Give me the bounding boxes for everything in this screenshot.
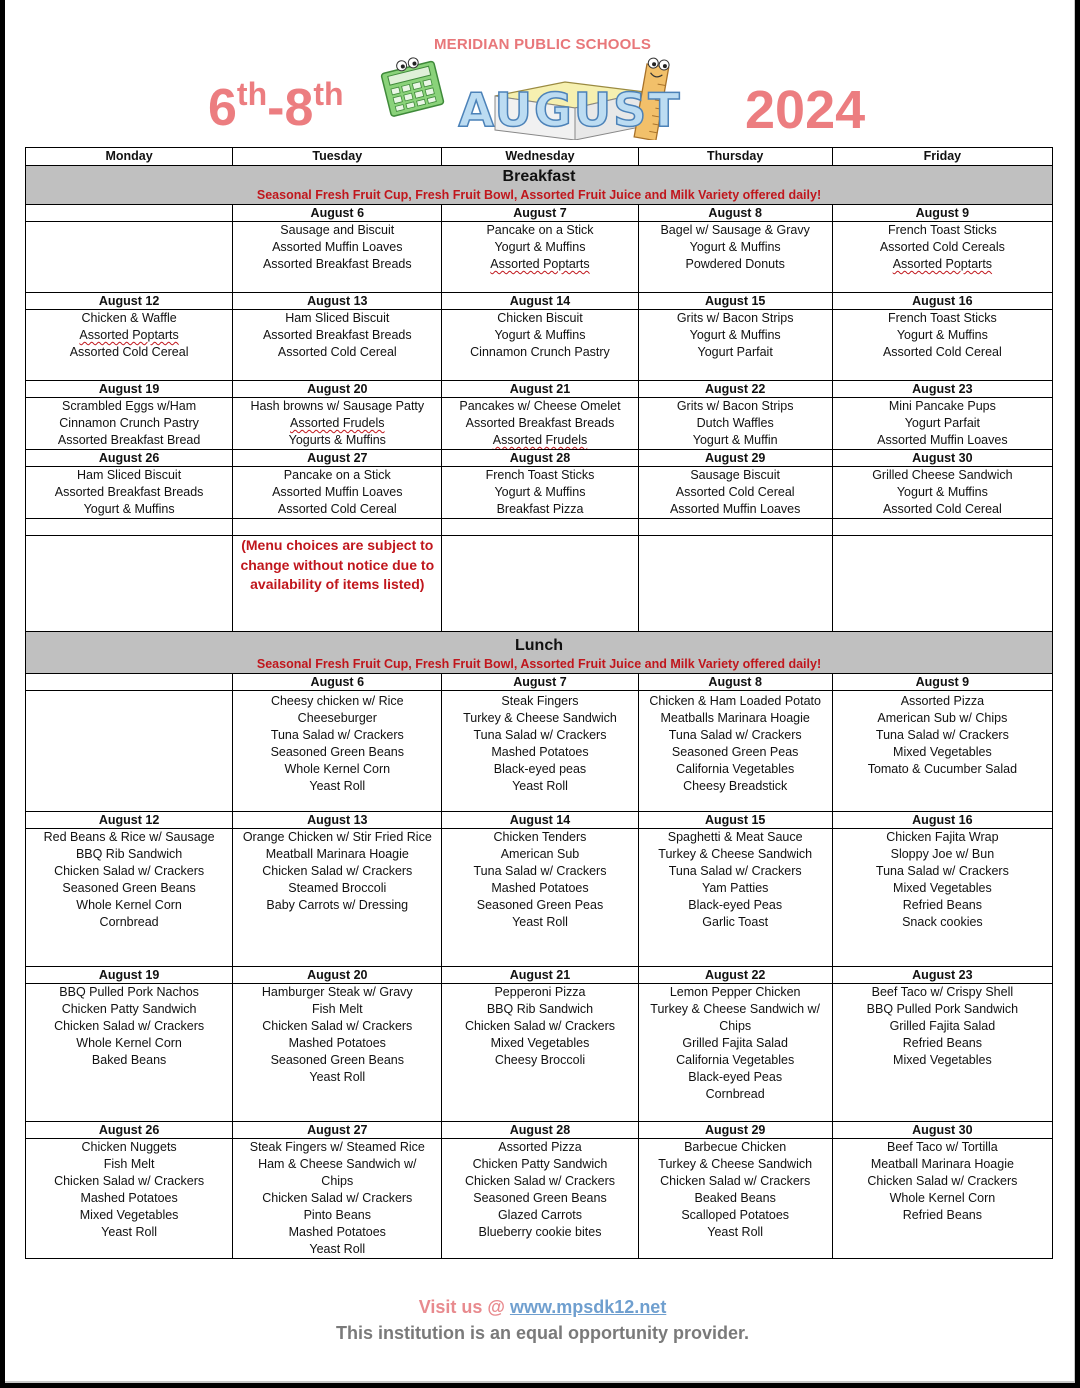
- date-cell: August 9: [832, 205, 1052, 222]
- menu-item: Breakfast Pizza: [496, 502, 584, 516]
- menu-item: American Sub: [500, 847, 580, 861]
- date-cell: August 28: [442, 1122, 638, 1139]
- lunch-week-1-dates: [26, 674, 1053, 691]
- equal-opportunity-statement: This institution is an equal opportunity provider.: [335, 1323, 749, 1343]
- menu-item: Assorted Cold Cereal: [277, 345, 397, 359]
- date-cell: August 28: [442, 450, 638, 467]
- date-cell: August 20: [233, 967, 442, 984]
- menu-cell: [442, 829, 638, 967]
- menu-cell: [26, 222, 233, 293]
- menu-item: Baked Beans: [91, 1053, 167, 1067]
- menu-item: Yogurt & Muffins: [896, 328, 988, 342]
- menu-item: Assorted Poptarts: [79, 328, 179, 342]
- date-cell: [26, 205, 233, 222]
- menu-item: Sausage and Biscuit: [280, 223, 395, 237]
- menu-item: Yeast Roll: [101, 1225, 157, 1239]
- menu-cell: [638, 222, 832, 293]
- menu-item: Chicken Patty Sandwich: [472, 1157, 608, 1171]
- menu-item: Chicken Salad w/ Crackers: [262, 1019, 413, 1033]
- menu-item: French Toast Sticks: [887, 311, 997, 325]
- menu-item: Grilled Cheese Sandwich: [872, 468, 1013, 482]
- menu-item: Yogurt & Muffins: [689, 328, 781, 342]
- menu-item: Chicken Tenders: [493, 830, 587, 844]
- menu-item: Mixed Vegetables: [893, 745, 992, 759]
- menu-item: Assorted Poptarts: [892, 257, 993, 271]
- menu-item: Mixed Vegetables: [893, 881, 992, 895]
- date-cell: August 15: [638, 293, 832, 310]
- date-cell: August 14: [442, 812, 638, 829]
- menu-cell: [442, 691, 638, 812]
- year-title: 2024: [745, 80, 866, 140]
- menu-item: Beef Taco w/ Crispy Shell: [871, 985, 1014, 999]
- menu-item: BBQ Rib Sandwich: [75, 847, 183, 861]
- weekday-monday: Monday: [26, 148, 233, 166]
- menu-item: Snack cookies: [902, 915, 983, 929]
- weekday-friday: Friday: [832, 148, 1052, 166]
- menu-item: Glazed Carrots: [497, 1208, 583, 1222]
- menu-item: Spaghetti & Meat Sauce: [667, 830, 803, 844]
- menu-item: Turkey & Cheese Sandwich: [658, 1157, 813, 1171]
- menu-item: Chicken Salad w/ Crackers: [660, 1174, 811, 1188]
- website-link[interactable]: www.mpsdk12.net: [509, 1297, 667, 1317]
- menu-item: Cinnamon Crunch Pastry: [470, 345, 610, 359]
- menu-item: Ham & Cheese Sandwich w/: [258, 1157, 417, 1171]
- menu-cell: [442, 1139, 638, 1259]
- menu-item: Yogurts & Muffins: [288, 433, 386, 447]
- menu-item: Mashed Potatoes: [288, 1036, 386, 1050]
- menu-item: Assorted Breakfast Bread: [57, 433, 201, 447]
- menu-item: Scrambled Eggs w/Ham: [62, 399, 197, 413]
- lunch-week-4-items: [26, 1139, 1053, 1259]
- menu-item: Yogurt & Muffins: [494, 328, 586, 342]
- menu-item: Assorted Muffin Loaves: [272, 485, 403, 499]
- menu-item: Mashed Potatoes: [491, 881, 589, 895]
- menu-cell: [233, 1139, 442, 1259]
- date-cell: August 21: [442, 381, 638, 398]
- menu-item: Mini Pancake Pups: [888, 399, 996, 413]
- menu-item: Yogurt & Muffins: [494, 240, 586, 254]
- menu-item: Pepperoni Pizza: [494, 985, 586, 999]
- menu-item: Blueberry cookie bites: [478, 1225, 602, 1239]
- date-cell: August 30: [832, 450, 1052, 467]
- menu-item: Hamburger Steak w/ Gravy: [261, 985, 413, 999]
- date-cell: August 6: [233, 205, 442, 222]
- date-cell: August 23: [832, 381, 1052, 398]
- menu-cell: [233, 984, 442, 1122]
- date-cell: August 16: [832, 812, 1052, 829]
- menu-item: Assorted Muffin Loaves: [669, 502, 801, 516]
- grade-start: 6: [208, 79, 237, 137]
- menu-cell: [638, 1139, 832, 1259]
- breakfast-daily-note: Seasonal Fresh Fruit Cup, Fresh Fruit Bowl, Assorted Fruit Juice and Milk Variety offered daily!: [256, 188, 822, 202]
- menu-item: Tuna Salad w/ Crackers: [668, 728, 802, 742]
- menu-item: Seasoned Green Beans: [473, 1191, 607, 1205]
- menu-cell: [442, 984, 638, 1122]
- menu-item: Chicken Salad w/ Crackers: [262, 1191, 413, 1205]
- menu-item: Whole Kernel Corn: [889, 1191, 996, 1205]
- date-cell: August 12: [26, 812, 233, 829]
- menu-item: Mashed Potatoes: [288, 1225, 386, 1239]
- menu-cell: [832, 310, 1052, 381]
- menu-cell: [638, 467, 832, 519]
- menu-cell: [832, 467, 1052, 519]
- menu-item: Chips: [321, 1174, 354, 1188]
- menu-change-notice: (Menu choices are subject to change without notice due to availability of items listed): [233, 536, 442, 632]
- menu-item: Hash browns w/ Sausage Patty: [250, 399, 425, 413]
- menu-item: Yogurt & Muffins: [83, 502, 175, 516]
- breakfast-week-4-items: [26, 467, 1053, 519]
- menu-item: Dutch Waffles: [696, 416, 774, 430]
- menu-item: Fish Melt: [311, 1002, 363, 1016]
- menu-item: Assorted Cold Cereal: [882, 345, 1002, 359]
- menu-cell: [638, 398, 832, 450]
- menu-cell: [832, 829, 1052, 967]
- menu-item: Assorted Breakfast Breads: [465, 416, 615, 430]
- breakfast-week-3-items: [26, 398, 1053, 450]
- menu-item: Assorted Breakfast Breads: [54, 485, 204, 499]
- breakfast-title: Breakfast: [502, 168, 576, 185]
- menu-item: Baby Carrots w/ Dressing: [266, 898, 409, 912]
- menu-table: [25, 147, 1053, 1259]
- date-cell: August 6: [233, 674, 442, 691]
- menu-item: Cheesy Broccoli: [494, 1053, 586, 1067]
- menu-cell: [442, 310, 638, 381]
- menu-cell: [442, 222, 638, 293]
- menu-item: American Sub w/ Chips: [877, 711, 1008, 725]
- menu-item: Fish Melt: [103, 1157, 155, 1171]
- menu-item: Chips: [719, 1019, 752, 1033]
- menu-item: Assorted Cold Cereal: [882, 502, 1002, 516]
- menu-item: Mashed Potatoes: [80, 1191, 178, 1205]
- date-cell: August 8: [638, 674, 832, 691]
- date-cell: August 16: [832, 293, 1052, 310]
- spacer-row: [26, 519, 1053, 536]
- menu-item: Meatball Marinara Hoagie: [265, 847, 409, 861]
- date-cell: August 22: [638, 381, 832, 398]
- visit-prefix: Visit us @: [418, 1297, 510, 1317]
- menu-item: Yeast Roll: [512, 779, 568, 793]
- menu-item: Scalloped Potatoes: [681, 1208, 790, 1222]
- menu-item: Chicken Fajita Wrap: [886, 830, 999, 844]
- menu-cell: [832, 1139, 1052, 1259]
- menu-item: Tuna Salad w/ Crackers: [875, 728, 1009, 742]
- menu-item: Turkey & Cheese Sandwich w/: [650, 1002, 821, 1016]
- breakfast-week-3-dates: [26, 381, 1053, 398]
- menu-cell: [638, 691, 832, 812]
- menu-item: Yeast Roll: [309, 1242, 366, 1256]
- breakfast-section-header: [26, 166, 1053, 205]
- menu-item: BBQ Pulled Pork Nachos: [59, 985, 199, 999]
- menu-item: Tuna Salad w/ Crackers: [473, 728, 607, 742]
- menu-item: Yeast Roll: [309, 779, 366, 793]
- month-title: AUGUST: [458, 83, 682, 137]
- menu-item: Cinnamon Crunch Pastry: [59, 416, 199, 430]
- menu-cell: [832, 398, 1052, 450]
- menu-item: Whole Kernel Corn: [76, 898, 182, 912]
- menu-item: Barbecue Chicken: [684, 1140, 787, 1154]
- menu-cell: [26, 984, 233, 1122]
- menu-item: Assorted Cold Cereal: [277, 502, 397, 516]
- menu-item: Assorted Pizza: [498, 1140, 582, 1154]
- menu-item: Yogurt & Muffins: [896, 485, 988, 499]
- date-cell: August 22: [638, 967, 832, 984]
- menu-item: Cheesy chicken w/ Rice: [270, 694, 404, 708]
- lunch-daily-note: Seasonal Fresh Fruit Cup, Fresh Fruit Bowl, Assorted Fruit Juice and Milk Variety offered daily!: [256, 657, 822, 671]
- menu-cell: [442, 467, 638, 519]
- menu-item: Assorted Cold Cereals: [879, 240, 1005, 254]
- menu-item: Meatballs Marinara Hoagie: [660, 711, 810, 725]
- date-cell: [26, 674, 233, 691]
- menu-cell: [442, 398, 638, 450]
- menu-item: Chicken Salad w/ Crackers: [464, 1174, 616, 1188]
- date-cell: August 19: [26, 381, 233, 398]
- lunch-week-2-items: [26, 829, 1053, 967]
- menu-item: Garlic Toast: [702, 915, 769, 929]
- menu-item: Tuna Salad w/ Crackers: [875, 864, 1009, 878]
- menu-item: Seasoned Green Beans: [270, 745, 404, 759]
- date-cell: August 26: [26, 1122, 233, 1139]
- date-cell: August 29: [638, 1122, 832, 1139]
- menu-item: Chicken Salad w/ Crackers: [262, 864, 413, 878]
- menu-cell: [233, 310, 442, 381]
- menu-cell: [832, 222, 1052, 293]
- menu-item: Ham Sliced Biscuit: [76, 468, 182, 482]
- grade-end: 8: [284, 79, 314, 137]
- menu-cell: [233, 691, 442, 812]
- menu-item: Tuna Salad w/ Crackers: [473, 864, 607, 878]
- menu-item: Assorted Pizza: [900, 694, 985, 708]
- lunch-week-4-dates: [26, 1122, 1053, 1139]
- menu-cell: [638, 984, 832, 1122]
- grade-start-suffix: th: [236, 76, 268, 112]
- date-cell: August 27: [233, 1122, 442, 1139]
- date-cell: August 21: [442, 967, 638, 984]
- lunch-title: Lunch: [515, 637, 563, 654]
- menu-item: Lemon Pepper Chicken: [669, 985, 801, 999]
- menu-item: Assorted Muffin Loaves: [877, 433, 1008, 447]
- weekday-thursday: Thursday: [638, 148, 832, 166]
- menu-item: Chicken Salad w/ Crackers: [54, 1019, 205, 1033]
- menu-item: Beef Taco w/ Tortilla: [887, 1140, 998, 1154]
- date-cell: August 7: [442, 674, 638, 691]
- date-cell: August 29: [638, 450, 832, 467]
- menu-item: French Toast Sticks: [887, 223, 997, 237]
- menu-item: Yeast Roll: [512, 915, 568, 929]
- menu-cell: [233, 829, 442, 967]
- menu-item: Grits w/ Bacon Strips: [676, 399, 794, 413]
- menu-item: Tuna Salad w/ Crackers: [270, 728, 404, 742]
- menu-item: Grilled Fajita Salad: [682, 1036, 788, 1050]
- menu-item: Black-eyed peas: [493, 762, 587, 776]
- menu-item: Cornbread: [705, 1087, 765, 1101]
- menu-cell: [26, 829, 233, 967]
- menu-item: Assorted Cold Cereal: [675, 485, 795, 499]
- date-cell: August 9: [832, 674, 1052, 691]
- menu-item: Pancakes w/ Cheese Omelet: [459, 399, 621, 413]
- menu-cell: [233, 467, 442, 519]
- lunch-week-2-dates: [26, 812, 1053, 829]
- menu-item: Pancake on a Stick: [486, 223, 594, 237]
- menu-item: Sloppy Joe w/ Bun: [890, 847, 995, 861]
- menu-item: Black-eyed Peas: [688, 898, 783, 912]
- date-cell: August 23: [832, 967, 1052, 984]
- date-cell: August 15: [638, 812, 832, 829]
- menu-item: California Vegetables: [676, 1053, 795, 1067]
- menu-cell: [832, 691, 1052, 812]
- menu-item: Chicken Salad w/ Crackers: [867, 1174, 1018, 1188]
- breakfast-week-1-dates: [26, 205, 1053, 222]
- menu-item: Pinto Beans: [303, 1208, 371, 1222]
- menu-cell: [638, 829, 832, 967]
- menu-item: Seasoned Green Peas: [476, 898, 604, 912]
- menu-item: Tuna Salad w/ Crackers: [668, 864, 802, 878]
- menu-item: Chicken Salad w/ Crackers: [464, 1019, 616, 1033]
- date-cell: August 13: [233, 812, 442, 829]
- menu-item: Chicken & Ham Loaded Potato: [649, 694, 821, 708]
- menu-item: Chicken Patty Sandwich: [61, 1002, 197, 1016]
- menu-item: Assorted Breakfast Breads: [262, 328, 412, 342]
- menu-item: Assorted Muffin Loaves: [272, 240, 403, 254]
- lunch-week-3-items: [26, 984, 1053, 1122]
- menu-item: Refried Beans: [902, 898, 982, 912]
- menu-cell: [233, 222, 442, 293]
- menu-item: Mixed Vegetables: [893, 1053, 992, 1067]
- menu-cell: [26, 310, 233, 381]
- menu-item: Chicken Salad w/ Crackers: [54, 1174, 205, 1188]
- menu-item: Whole Kernel Corn: [76, 1036, 182, 1050]
- menu-item: Steamed Broccoli: [288, 881, 387, 895]
- grade-range: [208, 78, 344, 138]
- menu-item: Meatball Marinara Hoagie: [870, 1157, 1014, 1171]
- menu-item: Yogurt Parfait: [904, 416, 981, 430]
- district-name: MERIDIAN PUBLIC SCHOOLS: [433, 36, 652, 53]
- menu-item: Yogurt & Muffins: [494, 485, 586, 499]
- menu-item: Powdered Donuts: [685, 257, 785, 271]
- menu-item: Pancake on a Stick: [283, 468, 391, 482]
- menu-item: Yogurt Parfait: [697, 345, 773, 359]
- weekday-header-row: [26, 148, 1053, 166]
- menu-cell: [233, 398, 442, 450]
- menu-item: Mixed Vegetables: [79, 1208, 179, 1222]
- lunch-week-3-dates: [26, 967, 1053, 984]
- date-cell: August 13: [233, 293, 442, 310]
- weekday-tuesday: Tuesday: [233, 148, 442, 166]
- menu-item: Refried Beans: [902, 1036, 982, 1050]
- date-cell: August 12: [26, 293, 233, 310]
- menu-item: Steak Fingers w/ Steamed Rice: [249, 1140, 425, 1154]
- menu-item: Seasoned Green Beans: [270, 1053, 404, 1067]
- menu-cell: [26, 467, 233, 519]
- menu-item: Yeast Roll: [309, 1070, 366, 1084]
- date-cell: August 20: [233, 381, 442, 398]
- weekday-wednesday: Wednesday: [442, 148, 638, 166]
- notice-row: [26, 536, 1053, 632]
- grade-separator: -: [267, 79, 285, 137]
- menu-item: Steak Fingers: [501, 694, 579, 708]
- menu-item: Assorted Frudels: [290, 416, 385, 430]
- date-cell: August 19: [26, 967, 233, 984]
- menu-item: Assorted Frudels: [492, 433, 588, 447]
- breakfast-week-1-items: [26, 222, 1053, 293]
- menu-item: Turkey & Cheese Sandwich: [463, 711, 617, 725]
- menu-item: Yeast Roll: [707, 1225, 764, 1239]
- lunch-week-1-items: [26, 691, 1053, 812]
- grade-end-suffix: th: [313, 76, 344, 112]
- menu-item: French Toast Sticks: [485, 468, 595, 482]
- menu-item: Chicken & Waffle: [81, 311, 177, 325]
- menu-item: Assorted Breakfast Breads: [262, 257, 412, 271]
- menu-item: Cornbread: [99, 915, 159, 929]
- breakfast-week-4-dates: [26, 450, 1053, 467]
- menu-item: Mashed Potatoes: [491, 745, 589, 759]
- date-cell: August 14: [442, 293, 638, 310]
- menu-item: Orange Chicken w/ Stir Fried Rice: [242, 830, 432, 844]
- menu-item: Yam Patties: [701, 881, 769, 895]
- menu-item: BBQ Rib Sandwich: [486, 1002, 594, 1016]
- menu-item: Ham Sliced Biscuit: [285, 311, 390, 325]
- menu-item: Cheesy Breadstick: [683, 779, 788, 793]
- menu-item: Grilled Fajita Salad: [889, 1019, 996, 1033]
- menu-item: Bagel w/ Sausage & Gravy: [660, 223, 810, 237]
- date-cell: August 8: [638, 205, 832, 222]
- menu-item: Red Beans & Rice w/ Sausage: [43, 830, 215, 844]
- menu-item: California Vegetables: [676, 762, 795, 776]
- menu-item: Whole Kernel Corn: [284, 762, 391, 776]
- menu-item: Seasoned Green Beans: [62, 881, 196, 895]
- date-cell: August 26: [26, 450, 233, 467]
- menu-item: Black-eyed Peas: [688, 1070, 783, 1084]
- menu-item: Chicken Nuggets: [81, 1140, 177, 1154]
- breakfast-week-2-items: [26, 310, 1053, 381]
- menu-item: Beaked Beans: [694, 1191, 776, 1205]
- date-cell: August 27: [233, 450, 442, 467]
- menu-cell: [638, 310, 832, 381]
- menu-cell: [832, 984, 1052, 1122]
- title-banner: [5, 70, 1080, 146]
- menu-item: Grits w/ Bacon Strips: [676, 311, 794, 325]
- breakfast-week-2-dates: [26, 293, 1053, 310]
- menu-item: BBQ Pulled Pork Sandwich: [866, 1002, 1019, 1016]
- menu-item: Assorted Poptarts: [490, 257, 590, 271]
- menu-item: Refried Beans: [902, 1208, 982, 1222]
- menu-item: Chicken Salad w/ Crackers: [54, 864, 205, 878]
- menu-item: Turkey & Cheese Sandwich: [658, 847, 813, 861]
- menu-item: Yogurt & Muffin: [692, 433, 778, 447]
- menu-item: Cheeseburger: [297, 711, 377, 725]
- menu-page: [5, 0, 1075, 1383]
- menu-cell: [26, 1139, 233, 1259]
- menu-item: Seasoned Green Peas: [671, 745, 799, 759]
- menu-cell: [26, 398, 233, 450]
- date-cell: August 7: [442, 205, 638, 222]
- menu-item: Sausage Biscuit: [690, 468, 780, 482]
- menu-item: Mixed Vegetables: [490, 1036, 590, 1050]
- menu-item: Assorted Cold Cereal: [69, 345, 189, 359]
- lunch-section-header: [26, 632, 1053, 674]
- date-cell: August 30: [832, 1122, 1052, 1139]
- footer-visit: [5, 1297, 1080, 1318]
- menu-item: Chicken Biscuit: [497, 311, 583, 325]
- menu-cell: [26, 691, 233, 812]
- menu-item: Yogurt & Muffins: [689, 240, 781, 254]
- menu-item: Tomato & Cucumber Salad: [867, 762, 1018, 776]
